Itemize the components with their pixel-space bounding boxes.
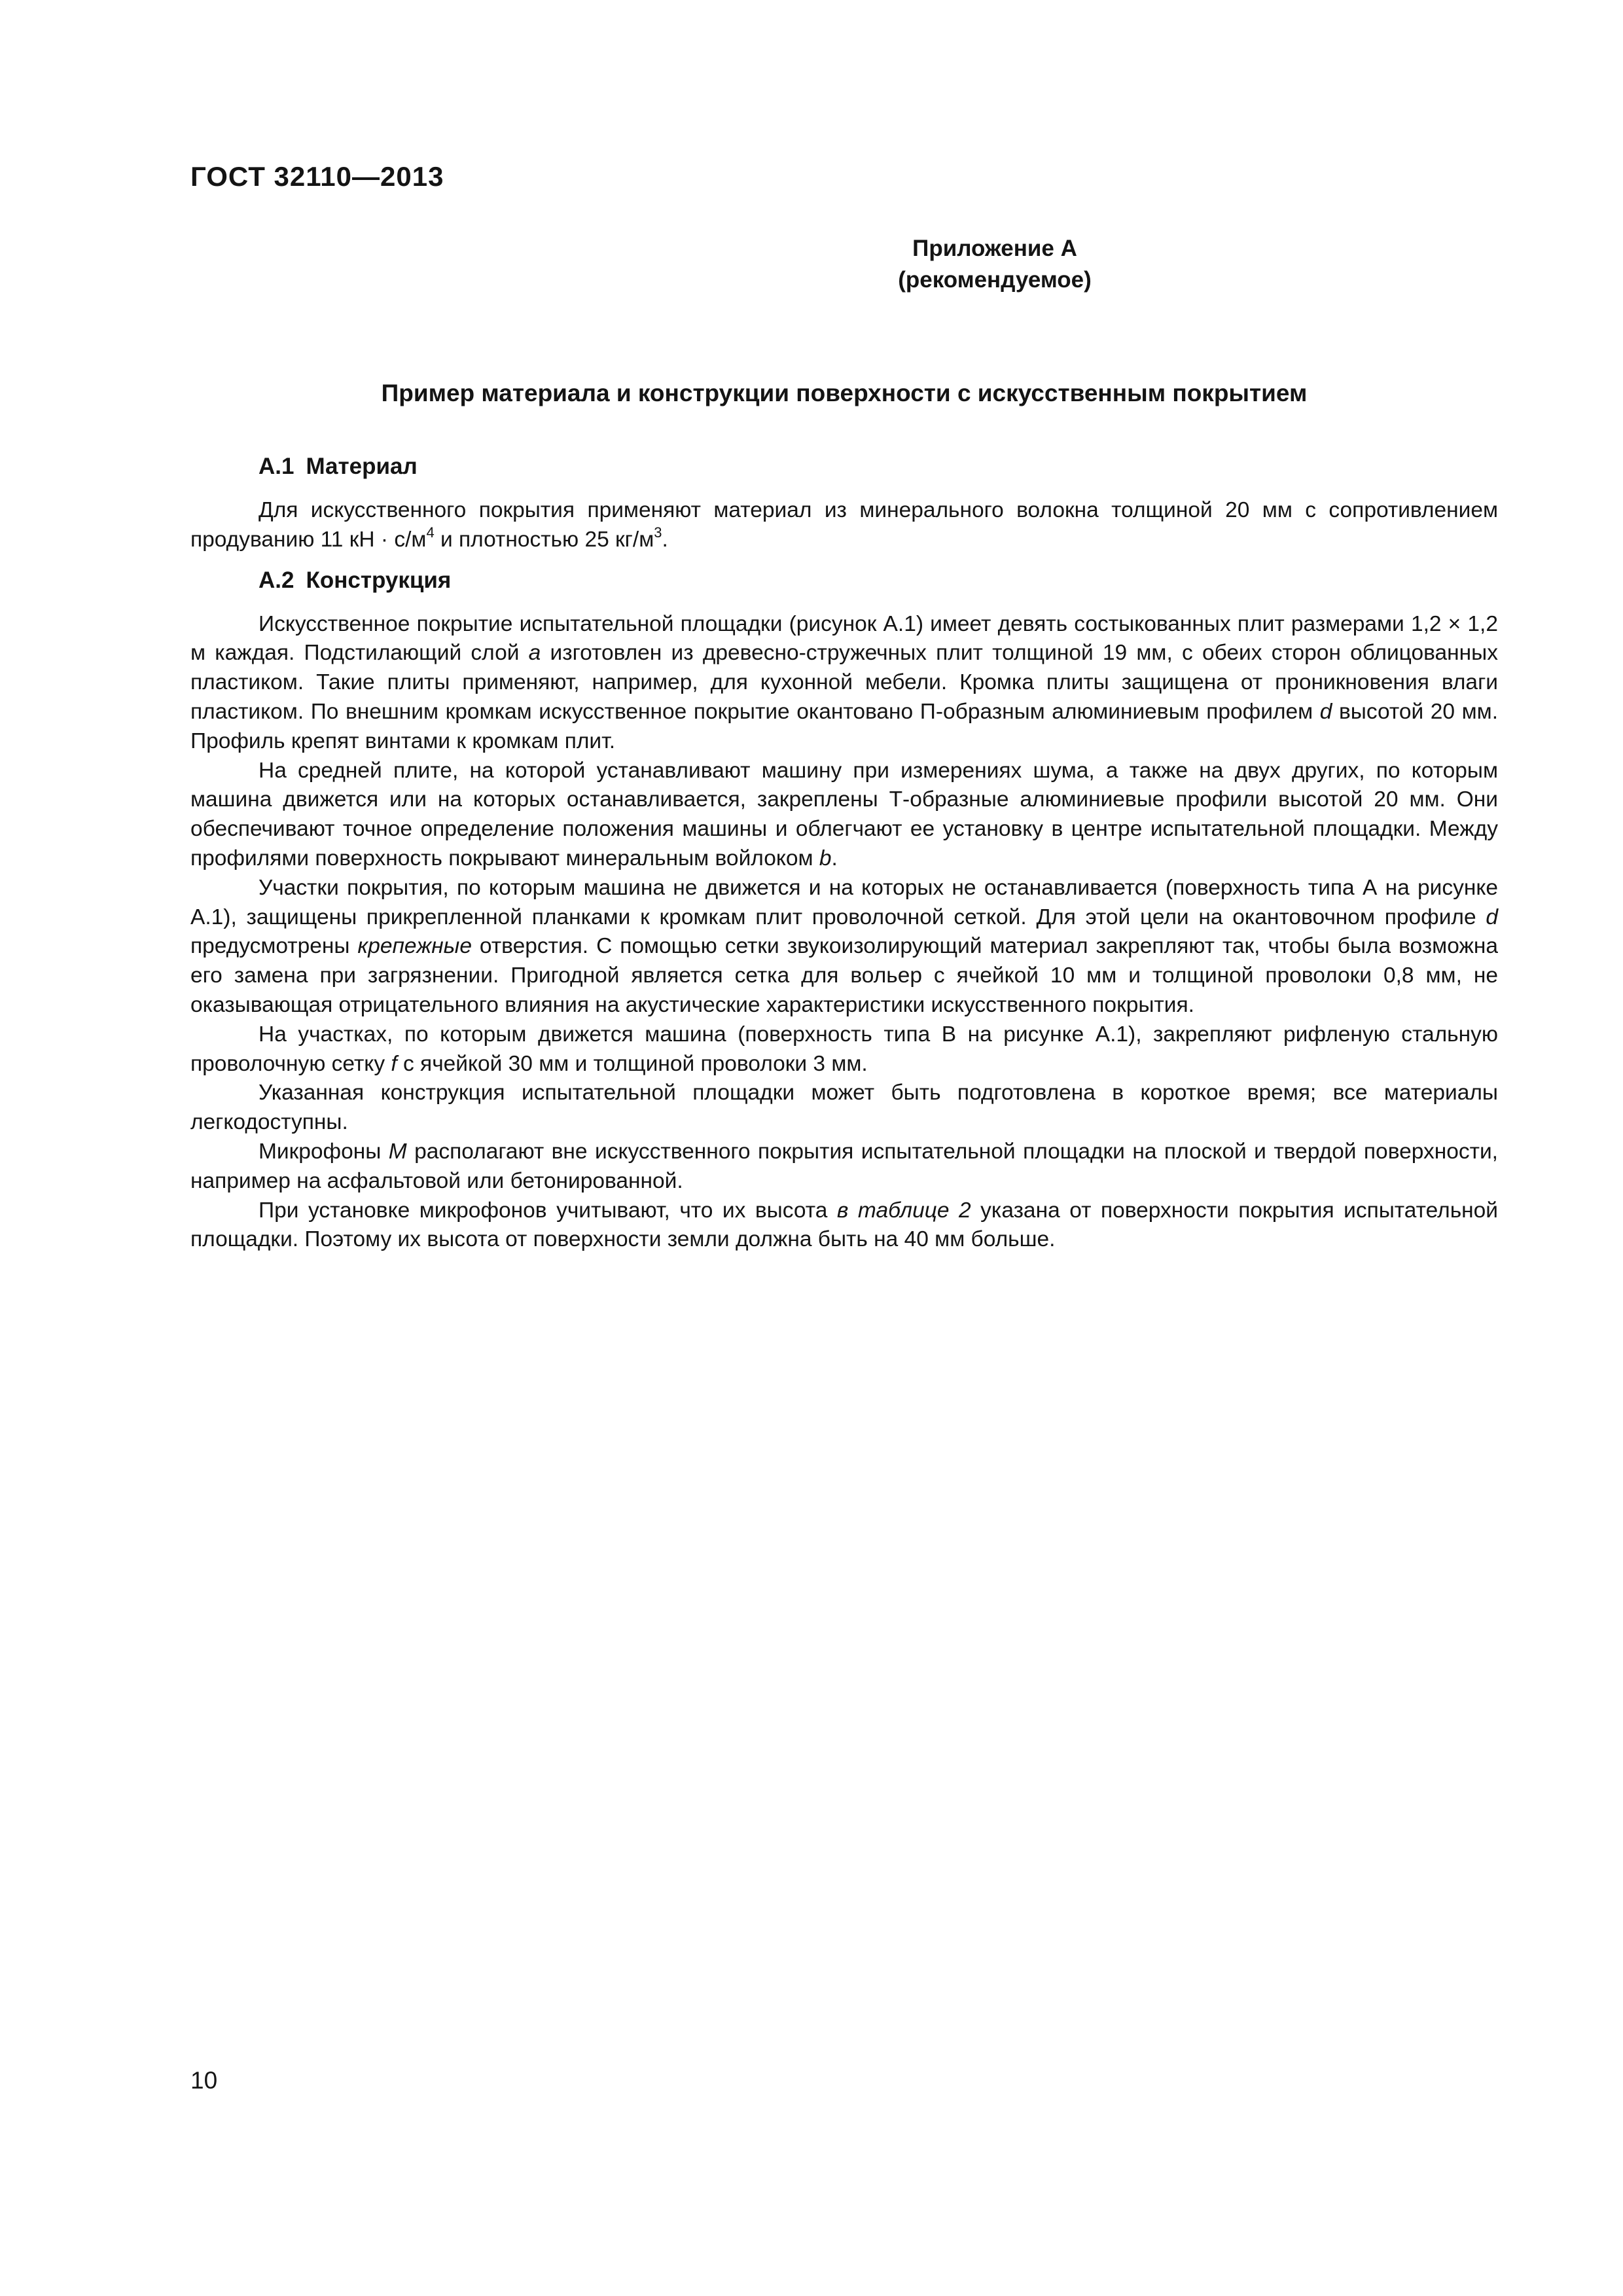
text-run: На участках, по которым движется машина (поверхность типа В на рисунке А.1), закрепляют рифленую стальную проволочную сетку <box>190 1022 1498 1076</box>
variable: d <box>1486 905 1498 929</box>
appendix-title: Приложение А <box>912 236 1077 261</box>
text-run: и плотностью 25 кг/м <box>434 527 654 552</box>
superscript: 3 <box>654 524 662 541</box>
paragraph <box>190 757 1498 874</box>
appendix-status: (рекомендуемое) <box>898 267 1092 293</box>
section-title: Материал <box>306 454 418 479</box>
superscript: 4 <box>426 524 435 541</box>
text-run: отверстия. С помощью сетки звукоизолирующий материал закрепляют так, чтобы была возможна его замена при загрязнении. Пригодной является сетка для вольер с ячейкой 10 мм и толщиной проволоки 0,8 мм, не оказывающая отрицательного влияния на акустические характеристики искусственного покрытия. <box>190 934 1498 1017</box>
text-run: изготовлен из древесно-стружечных плит толщиной 19 мм, с обеих сторон облицованных пластиком. Такие плиты применяют, например, для кухонной мебели. Кромка плиты защищена от проникновения влаги пластиком. По внешним кромкам искусственное покрытие окантовано П-образным алюминиевым профилем <box>190 641 1498 724</box>
text-run: Для искусственного покрытия применяют материал из минерального волокна толщиной 20 мм с сопротивлением продуванию 11 кН · с/м <box>190 498 1498 552</box>
variable: a <box>528 641 541 666</box>
text-run: высотой 20 мм. Профиль крепят винтами к кромкам плит. <box>190 699 1499 753</box>
variable: f <box>391 1051 397 1076</box>
variable: d <box>1319 699 1332 724</box>
text-run: При установке микрофонов учитывают, что их высота <box>259 1198 837 1223</box>
page-number: 10 <box>190 2067 218 2094</box>
variable: b <box>819 846 832 870</box>
section-title: Конструкция <box>306 567 452 593</box>
paragraph <box>190 1020 1498 1079</box>
document-body <box>190 452 1498 1255</box>
text-run: Микрофоны <box>259 1139 389 1164</box>
italic-reference: в таблице 2 <box>836 1198 971 1223</box>
document-title: Пример материала и конструкции поверхности с искусственным покрытием <box>381 380 1308 406</box>
text-run: с ячейкой 30 мм и толщиной проволоки 3 мм. <box>397 1051 868 1076</box>
text-run: . <box>831 846 838 870</box>
text-run: . <box>662 527 668 552</box>
text-run: указана от поверхности покрытия испытательной площадки. Поэтому их высота от поверхности земли должна быть на 40 мм больше. <box>190 1198 1498 1252</box>
paragraph <box>190 874 1498 1020</box>
section-number: А.2 <box>259 567 294 593</box>
italic-text: крепежные <box>357 934 472 959</box>
paragraph <box>190 1138 1498 1196</box>
variable: М <box>388 1139 407 1164</box>
document-number: ГОСТ 32110—2013 <box>190 161 444 192</box>
section-heading-a2 <box>190 565 1498 596</box>
section-heading-a1 <box>190 452 1498 482</box>
paragraph: Указанная конструкция испытательной площадки может быть подготовлена в короткое время; все материалы легкодоступны. <box>190 1081 1498 1135</box>
paragraph <box>190 1196 1498 1255</box>
paragraph <box>190 610 1498 757</box>
text-run: предусмотрены <box>190 934 358 959</box>
text-run: располагают вне искусственного покрытия испытательной площадки на плоской и твердой поверхности, например на асфальтовой или бетонированной. <box>190 1139 1498 1193</box>
text-run: Искусственное покрытие испытательной площадки (рисунок А.1) имеет девять состыкованных плит размерами 1,2 × 1,2 м каждая. Подстилающий слой <box>190 611 1498 666</box>
text-run: На средней плите, на которой устанавливают машину при измерениях шума, а также на двух других, по которым машина движется или на которых останавливается, закреплены Т-образные алюминиевые профили высотой 20 мм. Они обеспечивают точное определение положения машины и облегчают ее установку в центре испытательной площадки. Между профилями поверхность покрывают минеральным войлоком <box>190 758 1498 870</box>
paragraph-material <box>190 496 1498 555</box>
appendix-heading <box>0 233 1623 296</box>
text-run: Участки покрытия, по которым машина не движется и на которых не останавливается (поверхность типа А на рисунке А.1), защищены прикрепленной планками к кромкам плит проволочной сеткой. Для этой цели на окантовочном профиле <box>190 875 1498 929</box>
section-number: А.1 <box>259 454 294 479</box>
